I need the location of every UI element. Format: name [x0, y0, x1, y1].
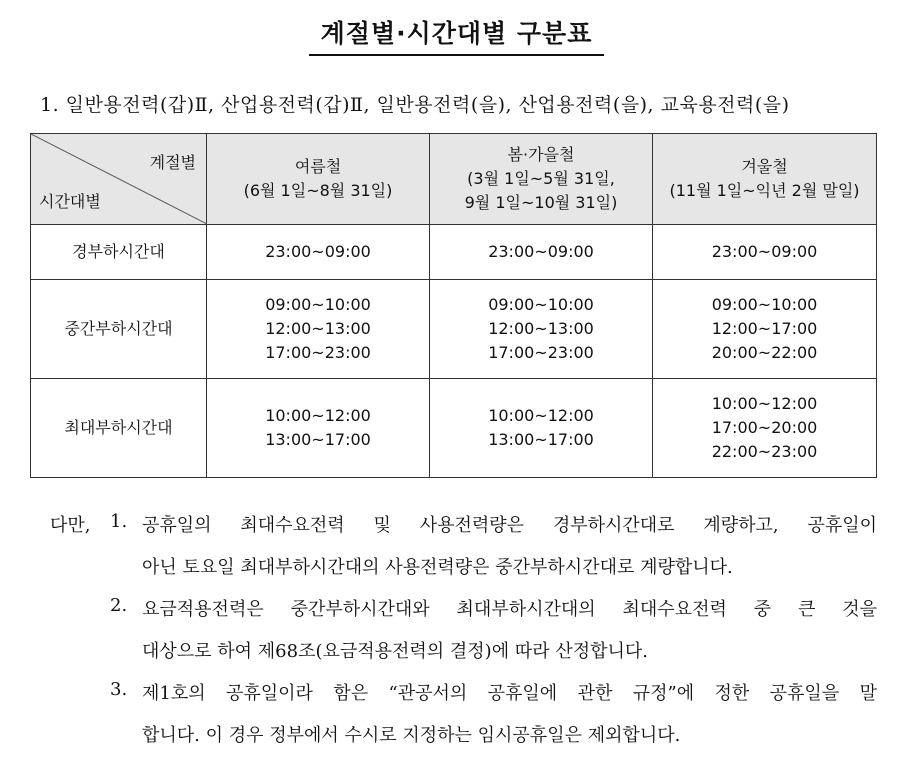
- note-text: 대상으로 하여 제68조(요금적용전력의 결정)에 따라 산정합니다.: [142, 641, 648, 662]
- season-header-summer: [207, 134, 430, 225]
- time-cell: [430, 379, 653, 478]
- note-line: [50, 505, 880, 547]
- time-cell: [653, 379, 877, 478]
- note-line: [50, 715, 880, 757]
- season-header-winter: [653, 134, 877, 225]
- time-range: 09:00~10:00: [711, 295, 818, 314]
- corner-season-label: 계절별: [149, 153, 196, 172]
- corner-time-label: 시간대별: [39, 192, 101, 211]
- section-heading: 1. 일반용전력(갑)Ⅱ, 산업용전력(갑)Ⅱ, 일반용전력(을), 산업용전력(을), 교육용전력(을): [40, 94, 790, 116]
- note-line: [50, 631, 880, 673]
- table-row-peak-load: [31, 379, 877, 478]
- document-title-wrap: [0, 14, 913, 56]
- note-number: 1.: [110, 511, 128, 532]
- time-range: 09:00~10:00: [488, 295, 594, 314]
- row-label: 중간부하시간대: [31, 280, 207, 379]
- time-cell: [207, 379, 430, 478]
- note-text: 합니다. 이 경우 정부에서 수시로 지정하는 임시공휴일은 제외합니다.: [142, 725, 681, 746]
- note-line: [50, 589, 880, 631]
- season-range: 9월 1일~10월 31일): [464, 193, 618, 212]
- note-text: 공휴일의 최대수요전력 및 사용전력량은 경부하시간대로 계량하고, 공휴일이: [142, 515, 877, 536]
- time-range: 17:00~23:00: [265, 343, 371, 362]
- time-range: 13:00~17:00: [265, 430, 371, 449]
- time-range: 10:00~12:00: [265, 406, 371, 425]
- note-text: 요금적용전력은 중간부하시간대와 최대부하시간대의 최대수요전력 중 큰 것을: [142, 599, 877, 620]
- row-label: 경부하시간대: [31, 225, 207, 280]
- note-number: 3.: [110, 679, 128, 700]
- notes-section: [50, 505, 880, 757]
- time-cell: [430, 225, 653, 280]
- time-range: 23:00~09:00: [265, 242, 371, 261]
- season-header-spring-fall: [430, 134, 653, 225]
- season-range: (6월 1일~8월 31일): [243, 181, 393, 200]
- note-text: 아닌 토요일 최대부하시간대의 사용전력량은 중간부하시간대로 계량합니다.: [142, 557, 733, 578]
- time-range: 12:00~13:00: [488, 319, 594, 338]
- time-range: 17:00~20:00: [711, 418, 818, 437]
- time-range: 09:00~10:00: [265, 295, 371, 314]
- time-range: 12:00~17:00: [711, 319, 818, 338]
- time-cell: [653, 225, 877, 280]
- time-cell: [653, 280, 877, 379]
- note-number: 2.: [110, 595, 128, 616]
- time-range: 20:00~22:00: [711, 343, 818, 362]
- season-name: 여름철: [294, 157, 342, 176]
- time-range: 10:00~12:00: [488, 406, 594, 425]
- notes-prefix: 다만,: [50, 515, 91, 536]
- time-range: 23:00~09:00: [488, 242, 594, 261]
- time-range: 10:00~12:00: [711, 394, 818, 413]
- time-range: 17:00~23:00: [488, 343, 594, 362]
- season-range: (3월 1일~5월 31일,: [467, 169, 615, 188]
- time-range: 12:00~13:00: [265, 319, 371, 338]
- table-row-light-load: [31, 225, 877, 280]
- document-title: 계절별·시간대별 구분표: [309, 14, 605, 56]
- time-range: 22:00~23:00: [711, 442, 818, 461]
- corner-header-cell: [31, 134, 207, 225]
- table-header-row: [31, 134, 877, 225]
- time-cell: [430, 280, 653, 379]
- note-line: [50, 673, 880, 715]
- note-text: 제1호의 공휴일이라 함은 “관공서의 공휴일에 관한 규정”에 정한 공휴일을 말: [142, 683, 877, 704]
- table-row-mid-load: [31, 280, 877, 379]
- time-range: 23:00~09:00: [711, 242, 818, 261]
- note-line: [50, 547, 880, 589]
- season-name: 겨울철: [741, 157, 788, 176]
- row-label: 최대부하시간대: [31, 379, 207, 478]
- time-range: 13:00~17:00: [488, 430, 594, 449]
- season-range: (11월 1일~익년 2월 말일): [669, 181, 860, 200]
- time-cell: [207, 280, 430, 379]
- time-cell: [207, 225, 430, 280]
- schedule-table: [30, 133, 877, 478]
- season-name: 봄·가을철: [507, 145, 575, 164]
